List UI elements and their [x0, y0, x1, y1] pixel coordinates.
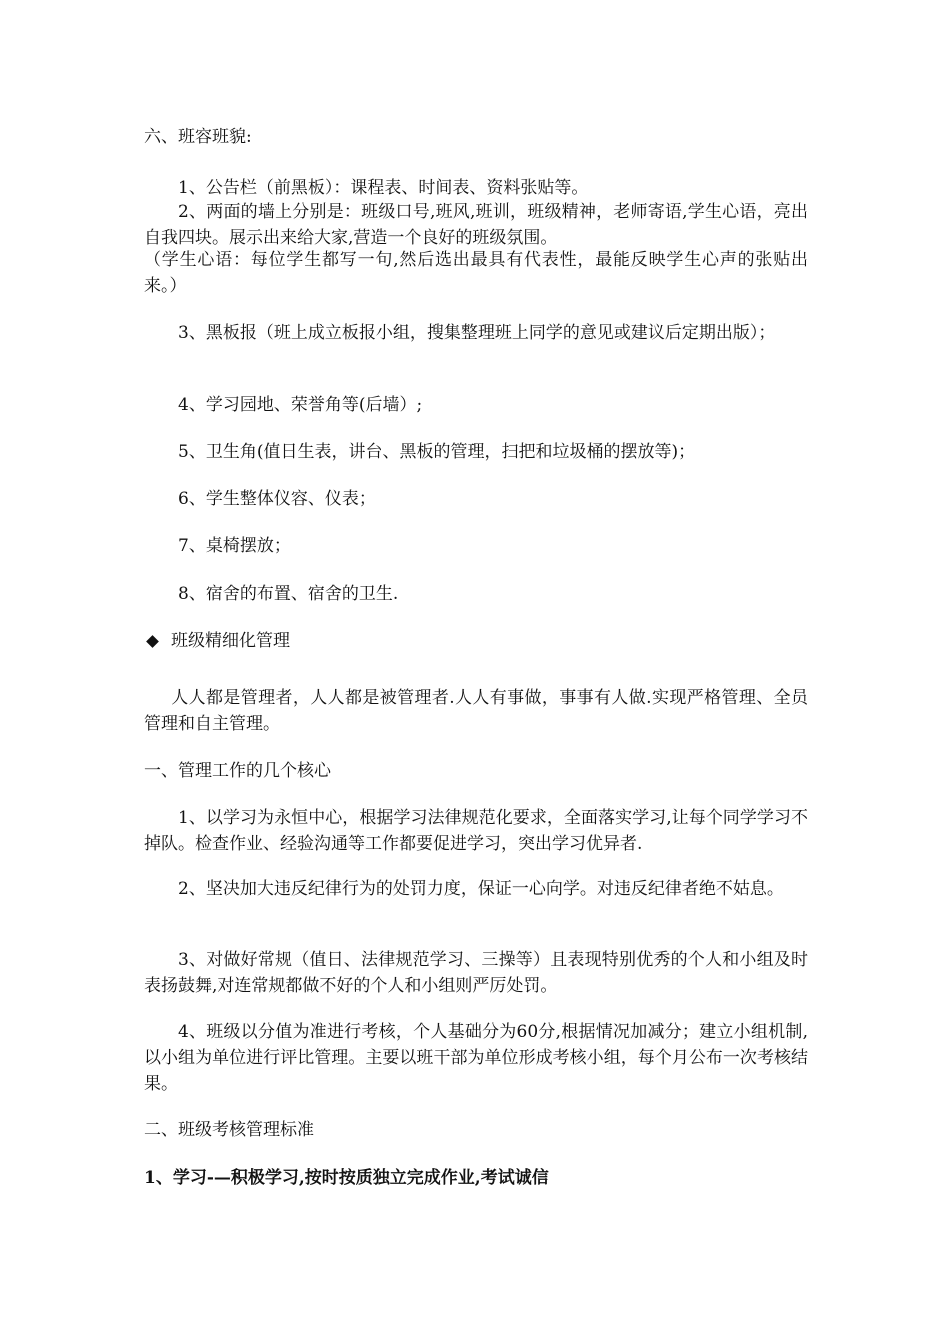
section-heading-6: 六、班容班貌:	[144, 127, 252, 147]
paragraph-item-8: 8、宿舍的布置、宿舍的卫生.	[178, 584, 399, 604]
section-heading-1: 一、管理工作的几个核心	[144, 761, 331, 781]
core-item-1: 1、以学习为永恒中心，根据学习法律规范化要求，全面落实学习,让每个同学学习不掉队。检查作业、经验沟通等工作都要促进学习，突出学习优异者.	[144, 808, 808, 854]
subheading-study: 1、学习-—积极学习,按时按质独立完成作业,考试诚信	[144, 1168, 549, 1188]
paragraph-item-7: 7、桌椅摆放；	[178, 536, 291, 556]
paragraph-item-5: 5、卫生角(值日生表，讲台、黑板的管理，扫把和垃圾桶的摆放等)；	[178, 442, 696, 462]
paragraph-item-1: 1、公告栏（前黑板）：课程表、时间表、资料张贴等。	[178, 178, 589, 198]
diamond-bullet-icon	[146, 635, 159, 648]
paragraph-item-4: 4、学习园地、荣誉角等(后墙）;	[178, 395, 423, 415]
core-item-4: 4、班级以分值为准进行考核，个人基础分为60分,根据情况加减分；建立小组机制,以小组为单位进行评比管理。主要以班干部为单位形成考核小组，每个月公布一次考核结果。	[144, 1022, 808, 1094]
core-item-3: 3、对做好常规（值日、法律规范学习、三操等）且表现特别优秀的个人和小组及时表扬鼓舞,对连常规都做不好的个人和小组则严厉处罚。	[144, 950, 808, 996]
core-item-2: 2、坚决加大违反纪律行为的处罚力度，保证一心向学。对违反纪律者绝不姑息。	[178, 879, 784, 899]
paragraph-item-6: 6、学生整体仪容、仪表；	[178, 489, 376, 509]
paragraph-item-2: 2、两面的墙上分别是：班级口号,班风,班训，班级精神，老师寄语,学生心语，亮出自我四块。展示出来给大家,营造一个良好的班级氛围。	[144, 202, 808, 248]
section-heading-2: 二、班级考核管理标准	[144, 1120, 314, 1140]
intro-paragraph: 人人都是管理者，人人都是被管理者.人人有事做，事事有人做.实现严格管理、全员管理和自主管理。	[144, 688, 808, 734]
paragraph-item-3: 3、黑板报（班上成立板报小组，搜集整理班上同学的意见或建议后定期出版）；	[178, 323, 776, 343]
bullet-heading-text: 班级精细化管理	[171, 631, 290, 651]
paragraph-item-2-note: （学生心语：每位学生都写一句,然后选出最具有代表性，最能反映学生心声的张贴出来。）	[144, 250, 808, 296]
bullet-heading	[144, 628, 808, 654]
